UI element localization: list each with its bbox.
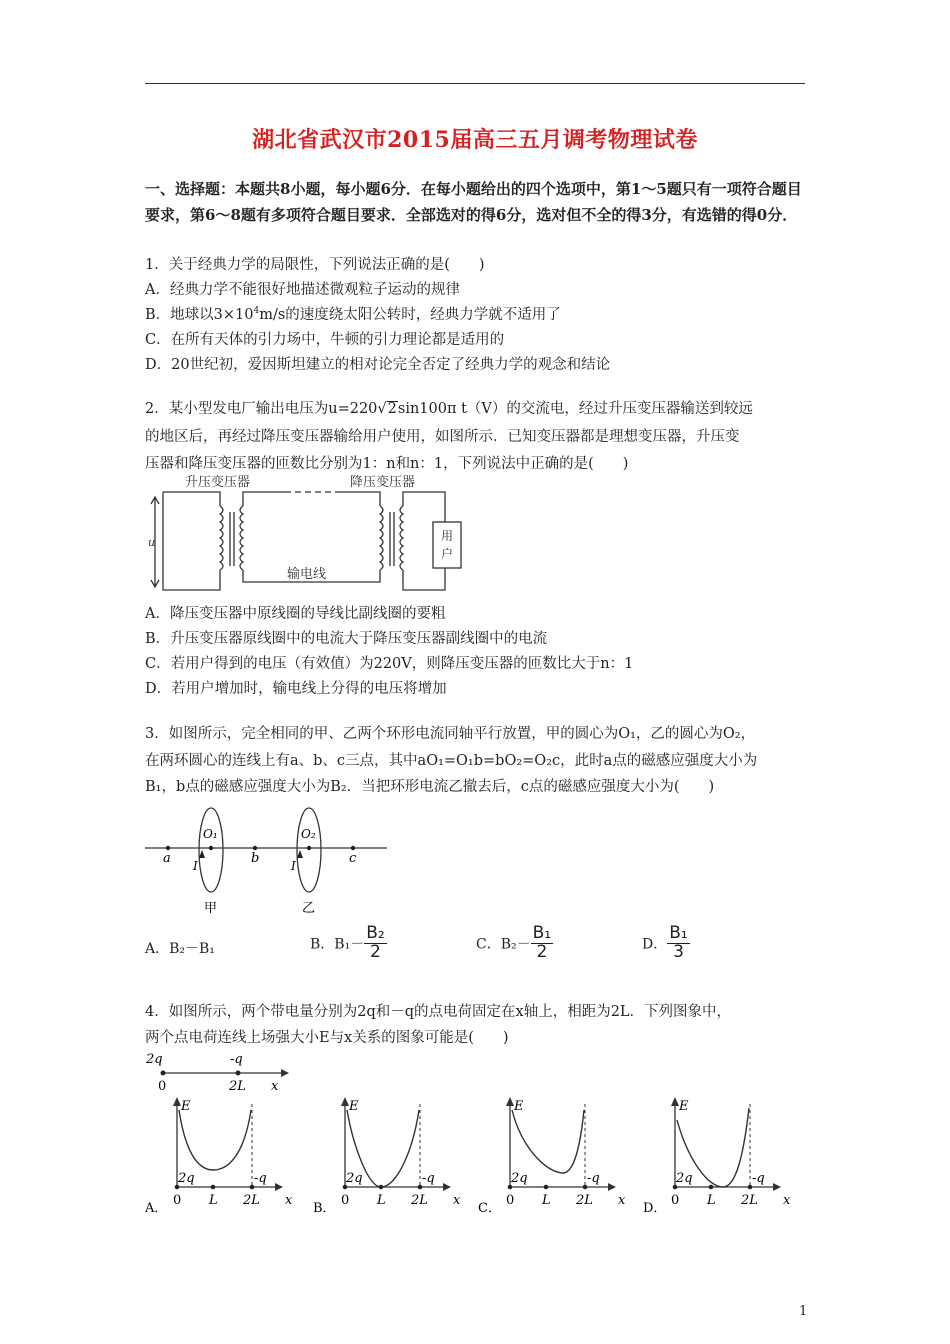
charge-label-neg-q: -q (254, 1171, 267, 1186)
x-axis-arrow (443, 1183, 451, 1191)
q2-option-c: C．若用户得到的电压（有效值）为220V，则降压变压器的匝数比大于n：1 (145, 656, 634, 672)
tick-label-2L: 2L (576, 1193, 593, 1208)
label-jia: 甲 (204, 901, 218, 916)
y-axis-arrow (341, 1097, 349, 1106)
x-axis-arrow (275, 1183, 283, 1191)
charge-label-2q: 2q (511, 1171, 528, 1186)
page-number: 1 (799, 1304, 808, 1319)
label-a: a (163, 851, 171, 866)
tick-label-2L: 2L (741, 1193, 758, 1208)
tick-label-L: L (377, 1193, 386, 1208)
page-title: 湖北省武汉市2015届高三五月调考物理试卷 (252, 127, 698, 153)
point-L-dot (379, 1185, 384, 1190)
q2-option-a: A．降压变压器中原线圈的导线比副线圈的要粗 (145, 606, 446, 622)
q3-option-a: A．B₂－B₁ (145, 941, 215, 957)
label-current-1: I (193, 859, 198, 873)
graph-B (313, 1097, 461, 1216)
tick-label-zero: 0 (506, 1193, 515, 1208)
axis-label-x: x (285, 1193, 293, 1208)
y-axis-arrow (506, 1097, 514, 1106)
label-o1: O₁ (203, 827, 218, 841)
charge-label-2q: 2q (676, 1171, 693, 1186)
charge-label-neg-q: -q (587, 1171, 600, 1186)
label-step-up: 升压变压器 (185, 475, 251, 490)
section-instructions: 一、选择题：本题共8小题，每小题6分．在每小题给出的四个选项中，第1～5题只有一项符合题目要求，第6～8题有多项符合题目要求．全部选对的得6分，选对但不全的得3分，有选错的得0分． (145, 180, 802, 224)
point-L-dot (544, 1185, 549, 1190)
graph-label-D: D． (643, 1201, 667, 1216)
q4-stem-line1: 4．如图所示，两个带电量分别为2q和－q的点电荷固定在x轴上，相距为2L．下列图象中， (145, 1004, 732, 1020)
q1-stem: 1．关于经典力学的局限性，下列说法正确的是( ) (145, 257, 485, 273)
y-axis-arrow (671, 1097, 679, 1106)
axis-label-x: x (453, 1193, 461, 1208)
charge-label-neg-q: -q (752, 1171, 765, 1186)
point-L-dot (211, 1185, 216, 1190)
label-user: 用 (441, 529, 454, 543)
label-transmission-line: 输电线 (287, 567, 327, 582)
label-o2: O₂ (301, 827, 316, 841)
header-rule (145, 83, 805, 84)
graph-D (643, 1097, 791, 1216)
q1-option-a: A．经典力学不能很好地描述微观粒子运动的规律 (145, 282, 460, 298)
point-L-dot (709, 1185, 714, 1190)
tick-label-L: L (542, 1193, 551, 1208)
setup-label-x: x (271, 1079, 279, 1094)
transformer-circuit-figure (145, 470, 475, 596)
graph-label-A: A． (145, 1201, 168, 1216)
axis-label-E: E (679, 1099, 689, 1114)
setup-label-neg-q: -q (230, 1052, 243, 1067)
tick-label-zero: 0 (671, 1193, 680, 1208)
label-user-2: 户 (441, 547, 454, 561)
e-curve (179, 1110, 251, 1170)
q2-stem-line2: 的地区后，再经过降压变压器输给用户使用，如图所示．已知变压器都是理想变压器，升压变 (145, 429, 740, 445)
label-current-2: I (291, 859, 296, 873)
q2-option-b: B．升压变压器原线圈中的电流大于降压变压器副线圈中的电流 (145, 631, 548, 647)
axis-label-E: E (181, 1099, 191, 1114)
axis-label-E: E (514, 1099, 524, 1114)
q2-stem-line1: 2．某小型发电厂输出电压为u=220√2sin100π t（V）的交流电，经过升压变压器输送到较远 (145, 401, 753, 417)
label-yi: 乙 (302, 901, 316, 916)
graph-label-B: B． (313, 1201, 336, 1216)
label-step-down: 降压变压器 (350, 475, 416, 490)
tick-label-zero: 0 (341, 1193, 350, 1208)
q2-stem-line3: 压器和降压变压器的匝数比分别为1：n和n：1，下列说法中正确的是( ) (145, 456, 629, 472)
tick-label-zero: 0 (173, 1193, 182, 1208)
label-u: u (148, 536, 156, 549)
q2-option-d: D．若用户增加时，输电线上分得的电压将增加 (145, 681, 447, 697)
charge-label-2q: 2q (178, 1171, 195, 1186)
q1-option-d: D．20世纪初，爱因斯坦建立的相对论完全否定了经典力学的观念和结论 (145, 357, 611, 373)
tick-label-2L: 2L (243, 1193, 260, 1208)
q3-option-b: B．B₁－ $\frac{\text{B₂}}{2}$ (310, 923, 385, 962)
q3-stem-line2: 在两环圆心的连线上有a、b、c三点，其中aO₁=O₁b=bO₂=O₂c，此时a点的磁感应强度大小为 (145, 753, 758, 769)
charge-label-neg-q: -q (422, 1171, 435, 1186)
q3-option-c: C．B₂－ $\frac{\text{B₁}}{2}$ (476, 923, 552, 962)
x-axis-arrow (773, 1183, 781, 1191)
y-axis-arrow (173, 1097, 181, 1106)
charge-label-2q: 2q (346, 1171, 363, 1186)
tick-label-L: L (707, 1193, 716, 1208)
charges-setup-figure (143, 1047, 293, 1095)
axis-label-E: E (349, 1099, 359, 1114)
q3-option-d: D． $\frac{\text{B₁}}{3}$ (642, 923, 688, 962)
tick-label-2L: 2L (411, 1193, 428, 1208)
axis-label-x: x (618, 1193, 626, 1208)
q4-stem-line2: 两个点电荷连线上场强大小E与x关系的图象可能是( ) (145, 1030, 509, 1046)
setup-label-2q: 2q (146, 1052, 163, 1067)
x-axis-arrow (608, 1183, 616, 1191)
q4-graphs (145, 1090, 805, 1220)
label-b: b (251, 851, 260, 866)
graph-C (478, 1097, 626, 1216)
q1-option-b: B．地球以$3\times 10^4m/s$的速度绕太阳公转时，经典力学就不适用了 (145, 306, 561, 323)
tick-label-L: L (209, 1193, 218, 1208)
graph-label-C: C． (478, 1201, 501, 1216)
setup-label-zero: 0 (158, 1079, 167, 1094)
q1-option-c: C．在所有天体的引力场中，牛顿的引力理论都是适用的 (145, 332, 505, 348)
q3-stem-line1: 3．如图所示，完全相同的甲、乙两个环形电流同轴平行放置，甲的圆心为O₁，乙的圆心为O₂， (145, 726, 756, 742)
graph-A (145, 1097, 293, 1216)
setup-label-2L: 2L (229, 1079, 246, 1094)
ring-currents-figure (143, 798, 393, 918)
e-curve (512, 1110, 584, 1173)
axis-label-x: x (783, 1193, 791, 1208)
label-c: c (349, 851, 357, 866)
q3-stem-line3: B₁，b点的磁感应强度大小为B₂．当把环形电流乙撤去后，c点的磁感应强度大小为( ) (145, 779, 715, 795)
